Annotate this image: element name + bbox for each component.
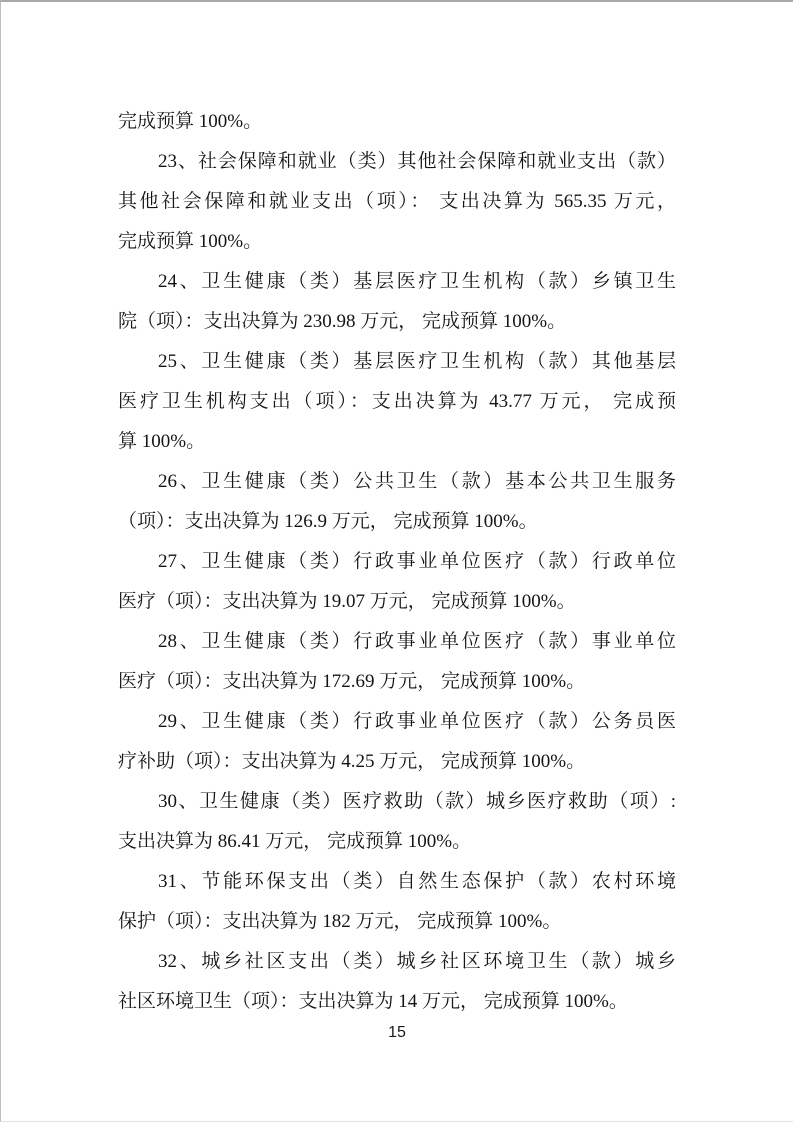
text-line: 支出决算为 86.41 万元， 完成预算 100%。 xyxy=(118,831,472,852)
text-line: （项）：支出决算为 126.9 万元， 完成预算 100%。 xyxy=(118,511,538,532)
text-line: 25、卫生健康（类）基层医疗卫生机构（款）其他基层 xyxy=(158,351,676,372)
budget-item-29 xyxy=(118,702,676,782)
text-line: 26、卫生健康（类）公共卫生（款）基本公共卫生服务 xyxy=(158,471,676,492)
budget-item-30 xyxy=(118,782,676,862)
text-line: 完成预算 100%。 xyxy=(118,111,263,132)
document-body xyxy=(118,102,676,1022)
text-line: 算 100%。 xyxy=(118,431,206,452)
text-line: 27、卫生健康（类）行政事业单位医疗（款）行政单位 xyxy=(158,551,676,572)
text-line: 疗补助（项）：支出决算为 4.25 万元， 完成预算 100%。 xyxy=(118,751,586,772)
text-line: 完成预算 100%。 xyxy=(118,231,263,252)
text-line: 院（项）：支出决算为 230.98 万元， 完成预算 100%。 xyxy=(118,311,567,332)
text-line: 医疗卫生机构支出（项）：支出决算为 43.77 万元， 完成预 xyxy=(118,391,676,412)
text-line: 28、卫生健康（类）行政事业单位医疗（款）事业单位 xyxy=(158,631,676,652)
text-line: 保护（项）：支出决算为 182 万元， 完成预算 100%。 xyxy=(118,911,562,932)
text-line: 29、卫生健康（类）行政事业单位医疗（款）公务员医 xyxy=(158,711,676,732)
text-line: 30、卫生健康（类）医疗救助（款）城乡医疗救助（项）: xyxy=(158,791,676,812)
budget-item-26 xyxy=(118,462,676,542)
text-line: 医疗（项）：支出决算为 172.69 万元， 完成预算 100%。 xyxy=(118,671,586,692)
paragraph-continuation xyxy=(118,102,676,142)
text-line: 其他社会保障和就业支出（项）： 支出决算为 565.35 万元， xyxy=(118,191,676,212)
text-line: 医疗（项）：支出决算为 19.07 万元， 完成预算 100%。 xyxy=(118,591,576,612)
text-line: 31、节能环保支出（类）自然生态保护（款）农村环境 xyxy=(158,871,676,892)
budget-item-23 xyxy=(118,142,676,262)
budget-item-27 xyxy=(118,542,676,622)
budget-item-24 xyxy=(118,262,676,342)
text-line: 23、社会保障和就业（类）其他社会保障和就业支出（款） xyxy=(158,151,676,172)
budget-item-25 xyxy=(118,342,676,462)
budget-item-28 xyxy=(118,622,676,702)
text-line: 社区环境卫生（项）：支出决算为 14 万元， 完成预算 100%。 xyxy=(118,991,628,1012)
text-line: 32、城乡社区支出（类）城乡社区环境卫生（款）城乡 xyxy=(158,951,676,972)
budget-item-32 xyxy=(118,942,676,1022)
page-number: 15 xyxy=(388,1024,406,1041)
budget-item-31 xyxy=(118,862,676,942)
text-line: 24、卫生健康（类）基层医疗卫生机构（款）乡镇卫生 xyxy=(158,271,676,292)
